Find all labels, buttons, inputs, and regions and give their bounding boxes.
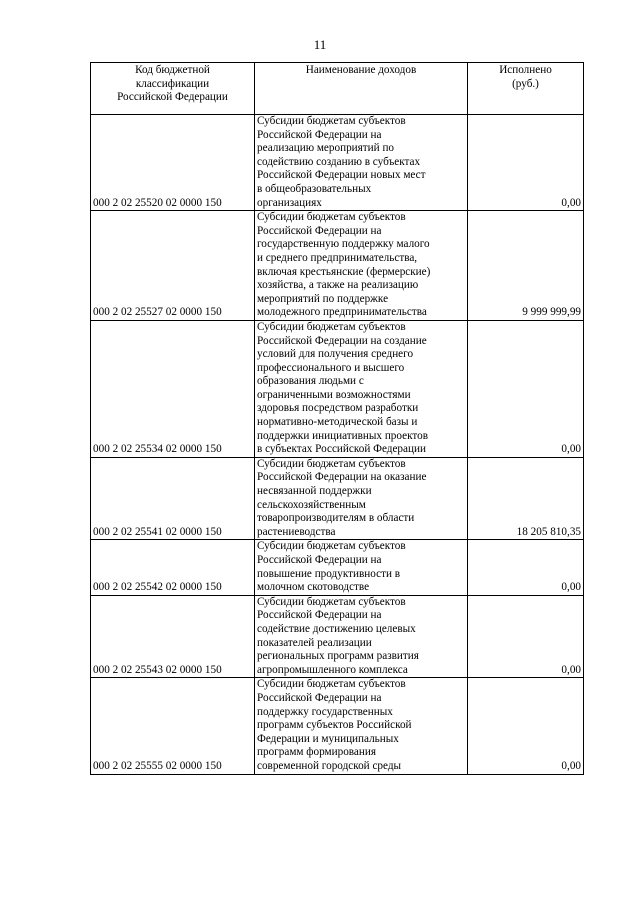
budget-code-cell: 000 2 02 25527 02 0000 150 (91, 211, 255, 321)
table-row (91, 320, 584, 457)
income-name-line: Российской Федерации на оказание (257, 471, 427, 484)
income-name-cell (255, 115, 468, 211)
header-code-line: Код бюджетной (135, 64, 210, 76)
income-name-line: хозяйства, а также на реализацию (257, 279, 419, 292)
budget-code-cell: 000 2 02 25541 02 0000 150 (91, 457, 255, 540)
income-name-line: агропромышленного комплекса (257, 663, 408, 676)
income-name-line: Субсидии бюджетам субъектов (257, 115, 406, 127)
income-name-line: поддержку государственных (257, 705, 393, 718)
income-name-line: Российской Федерации на (257, 609, 382, 622)
executed-amount-cell: 0,00 (468, 540, 584, 595)
income-name-line: Субсидии бюджетам субъектов (257, 678, 406, 691)
income-table (90, 62, 584, 775)
income-name-line: молодежного предпринимательства (257, 306, 427, 319)
income-name-line: повышение продуктивности в (257, 567, 401, 580)
income-name-cell (255, 457, 468, 540)
income-name-cell (255, 595, 468, 678)
income-name-line: Российской Федерации на (257, 554, 382, 566)
budget-code-cell: 000 2 02 25555 02 0000 150 (91, 678, 255, 774)
header-name-line: Наименование доходов (305, 64, 417, 76)
budget-code-cell: 000 2 02 25520 02 0000 150 (91, 115, 255, 211)
header-amount (468, 63, 584, 115)
income-name-line: Субсидии бюджетам субъектов (257, 595, 406, 608)
table-row (91, 115, 584, 211)
executed-amount-cell: 0,00 (468, 678, 584, 774)
income-name-line: включая крестьянские (фермерские) (257, 265, 431, 278)
income-name-line: Субсидии бюджетам субъектов (257, 457, 406, 470)
income-name-line: нормативно-методической базы и (257, 416, 418, 429)
table-row (91, 540, 584, 595)
income-name-line: современной городской среды (257, 759, 402, 772)
income-name-line: в субъектах Российской Федерации (257, 443, 426, 456)
income-name-line: содействию созданию в субъектах (257, 155, 421, 168)
income-name-line: ограниченными возможностями (257, 388, 411, 401)
income-name-line: условий для получения среднего (257, 348, 414, 361)
income-name-line: программ формирования (257, 746, 377, 759)
income-name-line: мероприятий по поддержке (257, 292, 389, 305)
income-name-line: здоровья посредством разработки (257, 402, 419, 415)
income-name-line: Российской Федерации на (257, 224, 382, 237)
income-name-line: Российской Федерации новых мест (257, 169, 426, 182)
budget-code-cell: 000 2 02 25534 02 0000 150 (91, 320, 255, 457)
income-name-line: Российской Федерации на создание (257, 334, 427, 347)
income-name-line: Российской Федерации на (257, 691, 382, 704)
income-name-line: реализацию мероприятий по (257, 142, 395, 155)
income-name-line: и среднего предпринимательства, (257, 251, 418, 264)
table-row (91, 595, 584, 678)
income-name-line: Российской Федерации на (257, 128, 382, 141)
income-name-line: профессионального и высшего (257, 361, 405, 374)
income-name-line: товаропроизводителям в области (257, 512, 415, 525)
income-name-cell (255, 211, 468, 321)
executed-amount-cell: 18 205 810,35 (468, 457, 584, 540)
income-name-line: образования людьми с (257, 375, 364, 388)
executed-amount-cell: 0,00 (468, 595, 584, 678)
income-name-cell (255, 320, 468, 457)
income-name-line: растениеводства (257, 525, 336, 538)
header-name (255, 63, 468, 115)
income-name-line: содействие достижению целевых (257, 622, 416, 635)
income-name-line: программ субъектов Российской (257, 719, 412, 732)
header-code-line: Российской Федерации (117, 91, 228, 104)
header-amount-line: Исполнено (499, 64, 552, 76)
income-name-line: Субсидии бюджетам субъектов (257, 540, 406, 553)
income-name-line: несвязанной поддержки (257, 485, 372, 498)
executed-amount-cell: 9 999 999,99 (468, 211, 584, 321)
income-name-line: сельскохозяйственным (257, 498, 366, 511)
header-code-line: классификации (135, 77, 210, 90)
executed-amount-cell: 0,00 (468, 320, 584, 457)
income-name-line: региональных программ развития (257, 650, 419, 663)
income-name-line: поддержки инициативных проектов (257, 429, 428, 442)
executed-amount-cell: 0,00 (468, 115, 584, 211)
table-row (91, 678, 584, 774)
header-code (91, 63, 255, 115)
table-body (91, 115, 584, 775)
income-name-line: в общеобразовательных (257, 182, 372, 195)
budget-code-cell: 000 2 02 25542 02 0000 150 (91, 540, 255, 595)
income-name-line: молочном скотоводстве (257, 581, 370, 594)
income-name-cell (255, 678, 468, 774)
income-name-line: показателей реализации (257, 636, 372, 649)
income-name-line: Субсидии бюджетам субъектов (257, 211, 406, 224)
table-row (91, 457, 584, 540)
table-header-row (91, 63, 584, 115)
income-name-line: государственную поддержку малого (257, 238, 430, 251)
income-name-line: организациях (257, 196, 322, 209)
income-name-cell (255, 540, 468, 595)
income-name-line: Субсидии бюджетам субъектов (257, 320, 406, 333)
income-name-line: Федерации и муниципальных (257, 732, 399, 745)
header-amount-line: (руб.) (512, 77, 539, 90)
budget-code-cell: 000 2 02 25543 02 0000 150 (91, 595, 255, 678)
table-row (91, 211, 584, 321)
page-number: 11 (313, 37, 327, 52)
